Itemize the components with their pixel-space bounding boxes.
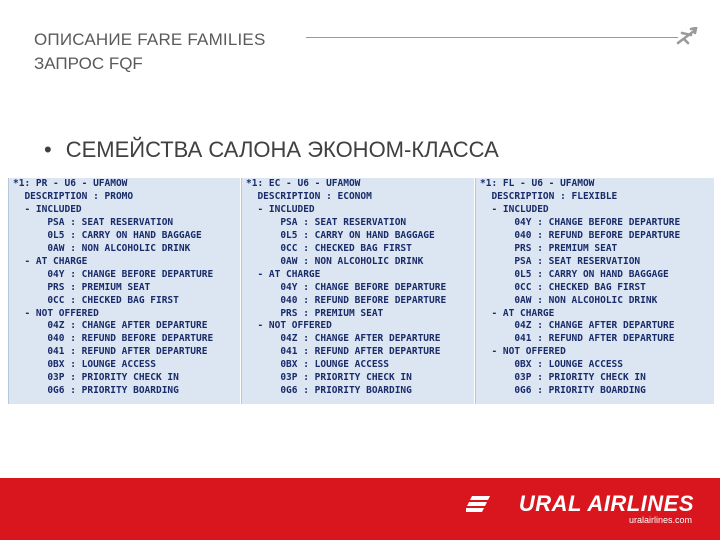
terminal-output-econom: *1: EC - U6 - UFAMOW DESCRIPTION : ECONOM - INCLUDED PSA : SEAT RESERVATION 0L5 : CARRY ON HAND BAGGAGE 0CC : CHECKED BAG FIRST 0AW : NON ALCOHOLIC DRINK - AT CHARGE 04Y : CHANGE BEFORE DEPARTURE 040 : REFUND BEFORE DEPARTURE PRS : PREMIUM SEAT - NOT OFFERED 04Z : CHANGE AFTER DEPARTURE 041 : REFUND AFTER DEPARTURE 0BX : LOUNGE ACCESS 03P : PRIORITY CHECK IN 0G6 : PRIORITY BOARDING	[246, 178, 447, 397]
plane-icon	[676, 27, 698, 47]
section-heading	[44, 137, 499, 163]
footer-bar	[0, 478, 720, 540]
website-link[interactable]: uralairlines.com	[628, 515, 692, 525]
brand-stripes-icon	[466, 494, 490, 514]
fare-family-panel-flexible	[475, 178, 714, 404]
page-title: ОПИСАНИЕ FARE FAMILIES	[34, 30, 266, 49]
terminal-output-flexible: *1: FL - U6 - UFAMOW DESCRIPTION : FLEXIBLE - INCLUDED 04Y : CHANGE BEFORE DEPARTURE 040 : REFUND BEFORE DEPARTURE PRS : PREMIUM SEAT PSA : SEAT RESERVATION 0L5 : CARRY ON HAND BAGGAGE 0CC : CHECKED BAG FIRST 0AW : NON ALCOHOLIC DRINK - AT CHARGE 04Z : CHANGE AFTER DEPARTURE 041 : REFUND AFTER DEPARTURE - NOT OFFERED 0BX : LOUNGE ACCESS 03P : PRIORITY CHECK IN 0G6 : PRIORITY BOARDING	[480, 178, 681, 397]
page-subtitle: ЗАПРОС FQF	[34, 54, 143, 73]
section-heading-text: СЕМЕЙСТВА САЛОНА ЭКОНОМ-КЛАССА	[65, 137, 499, 162]
fare-family-panel-promo	[8, 178, 240, 404]
header-divider	[306, 37, 678, 38]
bullet-marker: •	[44, 137, 52, 162]
terminal-output-promo: *1: PR - U6 - UFAMOW DESCRIPTION : PROMO - INCLUDED PSA : SEAT RESERVATION 0L5 : CARRY ON HAND BAGGAGE 0AW : NON ALCOHOLIC DRINK - AT CHARGE 04Y : CHANGE BEFORE DEPARTURE PRS : PREMIUM SEAT 0CC : CHECKED BAG FIRST - NOT OFFERED 04Z : CHANGE AFTER DEPARTURE 040 : REFUND BEFORE DEPARTURE 041 : REFUND AFTER DEPARTURE 0BX : LOUNGE ACCESS 03P : PRIORITY CHECK IN 0G6 : PRIORITY BOARDING	[13, 178, 214, 397]
brand-logo: URAL AIRLINES	[518, 491, 694, 516]
fare-family-panel-econom	[241, 178, 474, 404]
